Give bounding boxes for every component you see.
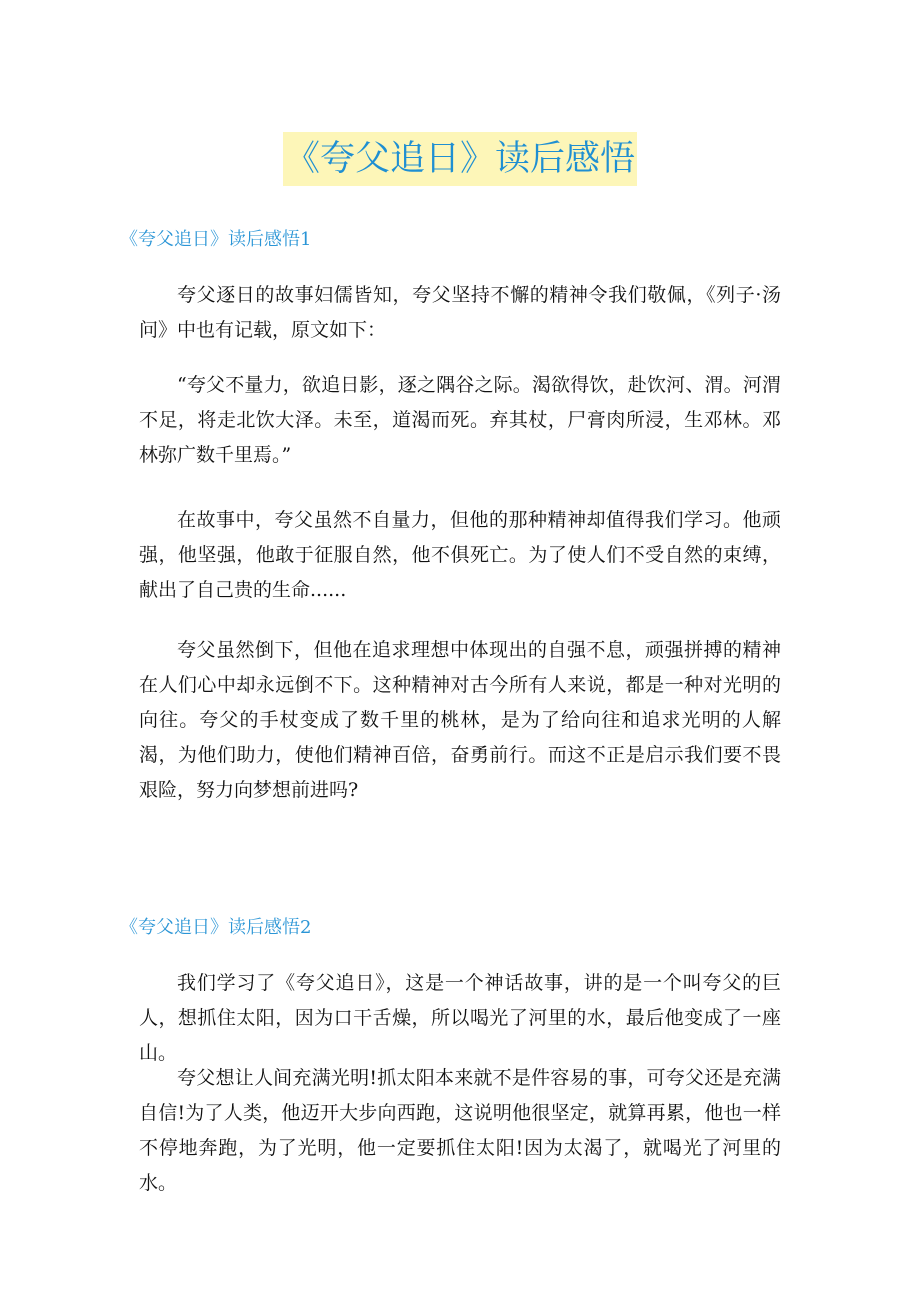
paragraph-2-2: 夸父想让人间充满光明!抓太阳本来就不是件容易的事，可夸父还是充满自信!为了人类，他迈开大步向西跑，这说明他很坚定，就算再累，他也一样不停地奔跑，为了光明，他一定要抓住太阳!因为太渴了，就喝光了河里的水。 <box>139 1067 781 1194</box>
paragraph-1-2-quote: “夸父不量力，欲追日影，逐之隅谷之际。渴欲得饮，赴饮河、渭。河渭不足，将走北饮大泽。未至，道渴而死。弃其杖，尸膏肉所浸，生邓林。邓林弥广数千里焉。” <box>139 374 781 466</box>
paragraph-2-1: 我们学习了《夸父追日》，这是一个神话故事，讲的是一个叫夸父的巨人，想抓住太阳，因为口干舌燥，所以喝光了河里的水，最后他变成了一座山。 <box>139 972 781 1064</box>
paragraph-1-4: 夸父虽然倒下，但他在追求理想中体现出的自强不息，顽强拼搏的精神在人们心中却永远倒不下。这种精神对古今所有人来说，都是一种对光明的向往。夸父的手杖变成了数千里的桃林，是为了给向往和追求光明的人解渴，为他们助力，使他们精神百倍，奋勇前行。而这不正是启示我们要不畏艰险，努力向梦想前进吗? <box>139 639 781 801</box>
section-heading-1: 《夸父追日》读后感悟1 <box>120 229 312 250</box>
title-container <box>0 132 920 186</box>
page-title: 《夸父追日》读后感悟 <box>283 132 637 186</box>
paragraph-1-1: 夸父逐日的故事妇儒皆知，夸父坚持不懈的精神令我们敬佩，《列子·汤问》中也有记载，原文如下： <box>139 284 781 341</box>
section-heading-2: 《夸父追日》读后感悟2 <box>120 917 312 938</box>
paragraph-1-3: 在故事中，夸父虽然不自量力，但他的那种精神却值得我们学习。他顽强，他坚强，他敢于征服自然，他不俱死亡。为了使人们不受自然的束缚，献出了自己贵的生命...... <box>139 509 781 601</box>
